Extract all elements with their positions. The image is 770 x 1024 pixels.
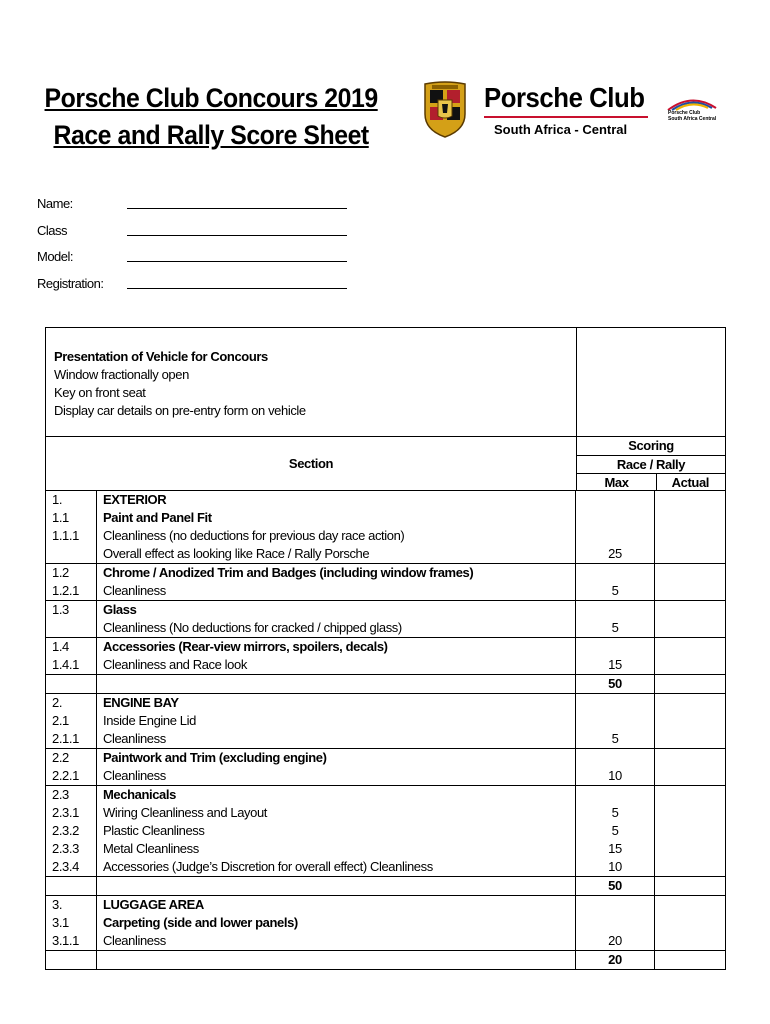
table-row: [46, 858, 725, 876]
actual-score-cell[interactable]: [655, 804, 725, 822]
item-description: EXTERIOR: [97, 491, 576, 509]
table-row: [46, 656, 725, 674]
item-number: 2.3.4: [46, 858, 97, 876]
item-description: Overall effect as looking like Race / Rally Porsche: [97, 545, 576, 563]
actual-total-cell[interactable]: [655, 951, 725, 969]
actual-score-cell[interactable]: [655, 527, 725, 545]
item-description: Cleanliness and Race look: [97, 656, 576, 674]
score-section: [46, 491, 725, 694]
brand-logo: [484, 82, 658, 137]
item-number: 1.4.1: [46, 656, 97, 674]
item-description: Paintwork and Trim (excluding engine): [97, 749, 576, 767]
item-description: Wiring Cleanliness and Layout: [97, 804, 576, 822]
race-rally-label: Race / Rally: [577, 455, 725, 473]
max-score: 5: [576, 730, 655, 748]
presentation-line: Window fractionally open: [54, 367, 189, 382]
actual-score-cell[interactable]: [655, 491, 725, 509]
score-section: [46, 896, 725, 969]
item-description: Inside Engine Lid: [97, 712, 576, 730]
brand-name: Porsche Club: [484, 82, 645, 113]
table-row: [46, 804, 725, 822]
table-row: [46, 545, 725, 563]
item-number: 1.2.1: [46, 582, 97, 600]
max-score: 10: [576, 767, 655, 785]
item-description: Cleanliness: [97, 767, 576, 785]
item-number: 2.1.1: [46, 730, 97, 748]
actual-score-cell[interactable]: [655, 914, 725, 932]
brand-rule: [484, 116, 648, 118]
table-row: [46, 914, 725, 932]
actual-score-cell[interactable]: [655, 840, 725, 858]
item-number: 1.1.1: [46, 527, 97, 545]
max-score: [576, 786, 655, 804]
max-score: 5: [576, 582, 655, 600]
registration-field[interactable]: Registration:: [37, 274, 357, 301]
model-field[interactable]: Model:: [37, 247, 357, 274]
max-score: 15: [576, 656, 655, 674]
score-section: [46, 694, 725, 896]
presentation-line: Display car details on pre-entry form on vehicle: [54, 403, 306, 418]
actual-score-cell[interactable]: [655, 656, 725, 674]
actual-score-cell[interactable]: [655, 730, 725, 748]
table-row: [46, 637, 725, 656]
max-score: 15: [576, 840, 655, 858]
max-score: 5: [576, 619, 655, 637]
item-number: [46, 545, 97, 563]
table-row: [46, 694, 725, 712]
max-score: [576, 527, 655, 545]
item-description: Mechanicals: [97, 786, 576, 804]
actual-score-cell[interactable]: [655, 767, 725, 785]
table-row: [46, 527, 725, 545]
table-row: [46, 840, 725, 858]
table-row: [46, 767, 725, 785]
item-description: Cleanliness: [97, 932, 576, 950]
section-total-row: [46, 674, 725, 693]
class-field-line[interactable]: [127, 235, 347, 236]
item-description: Cleanliness (No deductions for cracked / chipped glass): [97, 619, 576, 637]
scoring-header: [576, 437, 725, 490]
presentation-box: [46, 328, 725, 437]
table-row: [46, 509, 725, 527]
item-description: Accessories (Judge’s Discretion for overall effect) Cleanliness: [97, 858, 576, 876]
presentation-line: Key on front seat: [54, 385, 146, 400]
table-row: [46, 748, 725, 767]
actual-score-cell[interactable]: [655, 822, 725, 840]
item-number: 1.: [46, 491, 97, 509]
max-score: [576, 638, 655, 656]
class-field[interactable]: Class: [37, 221, 357, 248]
table-row: [46, 932, 725, 950]
presentation-heading: Presentation of Vehicle for Concours: [54, 349, 268, 364]
item-number: 3.1.1: [46, 932, 97, 950]
brand-subtitle: South Africa - Central: [494, 122, 628, 137]
item-description: Glass: [97, 601, 576, 619]
title-line-1: Porsche Club Concours 2019: [44, 83, 378, 113]
actual-header: Actual: [656, 474, 725, 491]
table-row: [46, 619, 725, 637]
mini-club-logo: [664, 94, 724, 130]
item-number: [46, 619, 97, 637]
section-total: 20: [576, 951, 655, 969]
model-field-line[interactable]: [127, 261, 347, 262]
table-row: [46, 822, 725, 840]
actual-total-cell[interactable]: [655, 675, 725, 693]
max-score: [576, 712, 655, 730]
table-row: [46, 600, 725, 619]
title-line-2: Race and Rally Score Sheet: [53, 120, 369, 150]
item-description: Cleanliness: [97, 582, 576, 600]
max-score: [576, 601, 655, 619]
item-number: 2.1: [46, 712, 97, 730]
max-score: 5: [576, 804, 655, 822]
section-header: Section: [288, 456, 334, 471]
item-number: 1.1: [46, 509, 97, 527]
actual-score-cell[interactable]: [655, 786, 725, 804]
registration-field-line[interactable]: [127, 288, 347, 289]
item-number: 2.: [46, 694, 97, 712]
item-number: 2.3.3: [46, 840, 97, 858]
item-number: 1.2: [46, 564, 97, 582]
item-number: 2.3.1: [46, 804, 97, 822]
name-field[interactable]: Name:: [37, 194, 357, 221]
item-number: 1.4: [46, 638, 97, 656]
item-number: 2.3: [46, 786, 97, 804]
table-row: [46, 730, 725, 748]
table-row: [46, 785, 725, 804]
actual-score-cell[interactable]: [655, 564, 725, 582]
actual-score-cell[interactable]: [655, 619, 725, 637]
max-score: [576, 896, 655, 914]
section-total-row: [46, 876, 725, 895]
mini-logo-text: Porsche Club South Africa Central: [668, 110, 717, 122]
item-description: Accessories (Rear-view mirrors, spoilers, decals): [97, 638, 576, 656]
actual-score-cell[interactable]: [655, 932, 725, 950]
max-score: [576, 509, 655, 527]
item-number: 1.3: [46, 601, 97, 619]
score-sections: [46, 491, 725, 969]
table-row: [46, 712, 725, 730]
actual-score-cell[interactable]: [655, 694, 725, 712]
max-score: [576, 749, 655, 767]
actual-score-cell[interactable]: [655, 858, 725, 876]
page-title: [40, 80, 382, 154]
max-header: Max: [604, 475, 629, 490]
actual-score-cell[interactable]: [655, 582, 725, 600]
max-score: 25: [576, 545, 655, 563]
item-number: 3.1: [46, 914, 97, 932]
max-score: 10: [576, 858, 655, 876]
score-table: [45, 327, 726, 970]
item-number: 2.3.2: [46, 822, 97, 840]
max-score: [576, 914, 655, 932]
item-description: LUGGAGE AREA: [97, 896, 576, 914]
actual-score-cell[interactable]: [655, 896, 725, 914]
actual-score-cell[interactable]: [655, 638, 725, 656]
scoring-label: Scoring: [628, 438, 674, 453]
max-score: [576, 491, 655, 509]
item-number: 3.: [46, 896, 97, 914]
item-description: Chrome / Anodized Trim and Badges (including window frames): [97, 564, 576, 582]
actual-score-cell[interactable]: [655, 509, 725, 527]
table-row: [46, 563, 725, 582]
table-row: [46, 491, 725, 509]
section-total: 50: [576, 675, 655, 693]
item-number: 2.2: [46, 749, 97, 767]
table-row: [46, 896, 725, 914]
max-score: [576, 694, 655, 712]
item-description: Paint and Panel Fit: [97, 509, 576, 527]
item-description: Carpeting (side and lower panels): [97, 914, 576, 932]
name-field-line[interactable]: [127, 208, 347, 209]
actual-score-cell[interactable]: [655, 712, 725, 730]
max-score: 20: [576, 932, 655, 950]
actual-score-cell[interactable]: [655, 601, 725, 619]
actual-score-cell[interactable]: [655, 545, 725, 563]
item-description: Plastic Cleanliness: [97, 822, 576, 840]
item-description: Metal Cleanliness: [97, 840, 576, 858]
section-total-row: [46, 950, 725, 969]
item-description: Cleanliness (no deductions for previous day race action): [97, 527, 576, 545]
table-header: [46, 437, 725, 491]
max-score: 5: [576, 822, 655, 840]
item-description: ENGINE BAY: [97, 694, 576, 712]
actual-total-cell[interactable]: [655, 877, 725, 895]
table-row: [46, 582, 725, 600]
vehicle-info-fields: [37, 194, 357, 300]
item-number: 2.2.1: [46, 767, 97, 785]
actual-score-cell[interactable]: [655, 749, 725, 767]
porsche-crest-icon: [422, 80, 468, 138]
section-total: 50: [576, 877, 655, 895]
item-description: Cleanliness: [97, 730, 576, 748]
max-score: [576, 564, 655, 582]
presentation-divider: [576, 328, 577, 436]
